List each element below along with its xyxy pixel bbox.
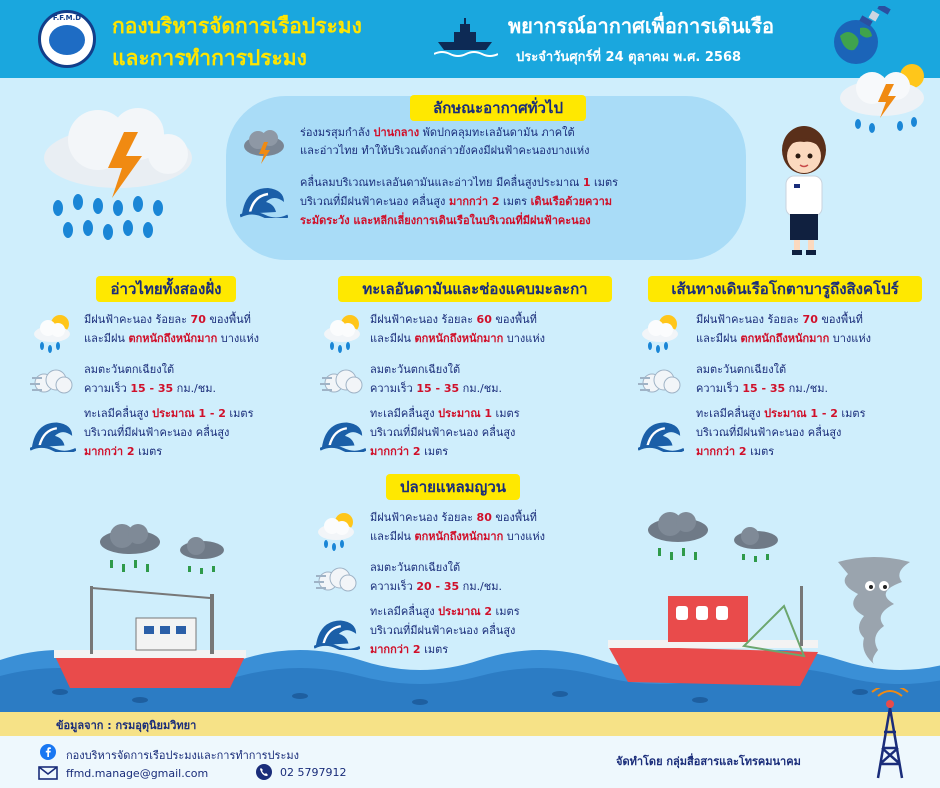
region-2-wave-line-3: มากกว่า 2 เมตร xyxy=(370,445,449,458)
region-2-wind-line-2: ความเร็ว 15 - 35 กม./ชม. xyxy=(370,382,502,395)
region-2-rain-line-2: และมีฝน ตกหนักถึงหนักมาก บางแห่ง xyxy=(370,332,545,345)
logo-text: F.F.M.D xyxy=(52,14,82,22)
storm-cloud-icon xyxy=(38,96,198,246)
partly-cloudy-rain-icon xyxy=(30,312,76,354)
region-4-wind-line-1: ลมตะวันตกเฉียงใต้ xyxy=(370,561,461,574)
region-2-rain-line-1: มีฝนฟ้าคะนอง ร้อยละ 60 ของพื้นที่ xyxy=(370,313,537,326)
region-4-wave-line-2: บริเวณที่มีฝนฟ้าคะนอง คลื่นสูง xyxy=(370,624,516,637)
region-1-wave-line-1: ทะเลมีคลื่นสูง ประมาณ 1 - 2 เมตร xyxy=(84,407,254,420)
region-3-wave-line-1: ทะเลมีคลื่นสูง ประมาณ 1 - 2 เมตร xyxy=(696,407,866,420)
forecast-date: ประจำวันศุกร์ที่ 24 ตุลาคม พ.ศ. 2568 xyxy=(516,50,742,65)
sun-storm-cloud-icon xyxy=(838,62,934,142)
region-3-wave-line-3: มากกว่า 2 เมตร xyxy=(696,445,775,458)
facebook-icon xyxy=(40,744,56,760)
region-heading-1: อ่าวไทยทั้งสองฝั่ง xyxy=(96,276,236,302)
wave-icon xyxy=(638,416,684,452)
region-1-wind-line-1: ลมตะวันตกเฉียงใต้ xyxy=(84,363,175,376)
producer-credit: จัดทำโดย กลุ่มสื่อสารและโทรคมนาคม xyxy=(616,755,801,768)
region-4-wind-line-2: ความเร็ว 20 - 35 กม./ชม. xyxy=(370,580,502,593)
region-1-wave-line-2: บริเวณที่มีฝนฟ้าคะนอง คลื่นสูง xyxy=(84,426,230,439)
general-weather-heading: ลักษณะอากาศทั่วไป xyxy=(410,95,586,121)
region-4-rain-line-1: มีฝนฟ้าคะนอง ร้อยละ 80 ของพื้นที่ xyxy=(370,511,537,524)
email-address[interactable]: ffmd.manage@gmail.com xyxy=(66,767,209,780)
general-para1-line2: และอ่าวไทย ทำให้บริเวณดังกล่าวยังคงมีฝนฟ้าคะนองบางแห่ง xyxy=(300,144,590,157)
general-para1-line1: ร่องมรสุมกำลัง ปานกลาง พัดปกคลุมทะเลอันดามัน ภาคใต้ xyxy=(300,126,575,139)
phone-number[interactable]: 02 5797912 xyxy=(280,766,347,779)
storm-cloud-icon xyxy=(242,128,286,168)
region-1-wave-line-3: มากกว่า 2 เมตร xyxy=(84,445,163,458)
wave-icon xyxy=(30,416,76,452)
antenna-tower-icon xyxy=(860,688,920,780)
facebook-page[interactable]: กองบริหารจัดการเรือประมงและการทำการประมง xyxy=(66,749,299,762)
storm-cloud-icon xyxy=(644,508,784,568)
region-1-rain-line-2: และมีฝน ตกหนักถึงหนักมาก บางแห่ง xyxy=(84,332,259,345)
ffmd-logo xyxy=(38,10,96,68)
data-source: ข้อมูลจาก : กรมอุตุนิยมวิทยา xyxy=(56,719,197,732)
wind-icon xyxy=(638,368,682,398)
general-para2-line3: ระมัดระวัง และหลีกเลี่ยงการเดินเรือในบริเวณที่มีฝนฟ้าคะนอง xyxy=(300,214,591,227)
wind-icon xyxy=(314,566,358,596)
fishing-boat-left xyxy=(50,584,250,694)
region-heading-3: เส้นทางเดินเรือโกตาบารูถึงสิงคโปร์ xyxy=(648,276,922,302)
partly-cloudy-rain-icon xyxy=(638,312,684,354)
wave-icon xyxy=(240,182,288,218)
email-icon xyxy=(38,766,58,780)
region-4-wave-line-1: ทะเลมีคลื่นสูง ประมาณ 2 เมตร xyxy=(370,605,520,618)
region-heading-2: ทะเลอันดามันและช่องแคบมะละกา xyxy=(338,276,612,302)
partly-cloudy-rain-icon xyxy=(320,312,366,354)
region-3-rain-line-1: มีฝนฟ้าคะนอง ร้อยละ 70 ของพื้นที่ xyxy=(696,313,863,326)
region-3-wind-line-1: ลมตะวันตกเฉียงใต้ xyxy=(696,363,787,376)
phone-icon xyxy=(256,764,272,780)
region-heading-4: ปลายแหลมญวน xyxy=(386,474,520,500)
wind-icon xyxy=(320,368,364,398)
fishing-boat-right xyxy=(604,576,824,696)
partly-cloudy-rain-icon xyxy=(314,510,360,552)
region-1-wind-line-2: ความเร็ว 15 - 35 กม./ชม. xyxy=(84,382,216,395)
forecast-title: พยากรณ์อากาศเพื่อการเดินเรือ xyxy=(508,14,775,38)
region-4-wave-line-3: มากกว่า 2 เมตร xyxy=(370,643,449,656)
region-3-wave-line-2: บริเวณที่มีฝนฟ้าคะนอง คลื่นสูง xyxy=(696,426,842,439)
wave-icon xyxy=(320,416,366,452)
org-name-line1: กองบริหารจัดการเรือประมง xyxy=(112,14,362,38)
region-2-wave-line-2: บริเวณที่มีฝนฟ้าคะนอง คลื่นสูง xyxy=(370,426,516,439)
region-2-wave-line-1: ทะเลมีคลื่นสูง ประมาณ 1 เมตร xyxy=(370,407,520,420)
org-name-line2: และการทำการประมง xyxy=(112,46,307,70)
region-2-wind-line-1: ลมตะวันตกเฉียงใต้ xyxy=(370,363,461,376)
storm-cloud-icon xyxy=(96,520,236,580)
tornado-icon xyxy=(834,552,914,664)
general-para2-line1: คลื่นลมบริเวณทะเลอันดามันและอ่าวไทย มีคลื่นสูงประมาณ 1 เมตร xyxy=(300,176,619,189)
general-para2-line2: บริเวณที่มีฝนฟ้าคะนอง คลื่นสูง มากกว่า 2 เมตร เดินเรือด้วยความ xyxy=(300,195,613,208)
region-3-rain-line-2: และมีฝน ตกหนักถึงหนักมาก บางแห่ง xyxy=(696,332,871,345)
wind-icon xyxy=(30,368,74,398)
patrol-boat-icon xyxy=(434,16,498,58)
region-1-rain-line-1: มีฝนฟ้าคะนอง ร้อยละ 70 ของพื้นที่ xyxy=(84,313,251,326)
region-3-wind-line-2: ความเร็ว 15 - 35 กม./ชม. xyxy=(696,382,828,395)
forecaster-illustration xyxy=(772,124,836,256)
satellite-globe-icon xyxy=(826,6,892,68)
region-4-rain-line-2: และมีฝน ตกหนักถึงหนักมาก บางแห่ง xyxy=(370,530,545,543)
